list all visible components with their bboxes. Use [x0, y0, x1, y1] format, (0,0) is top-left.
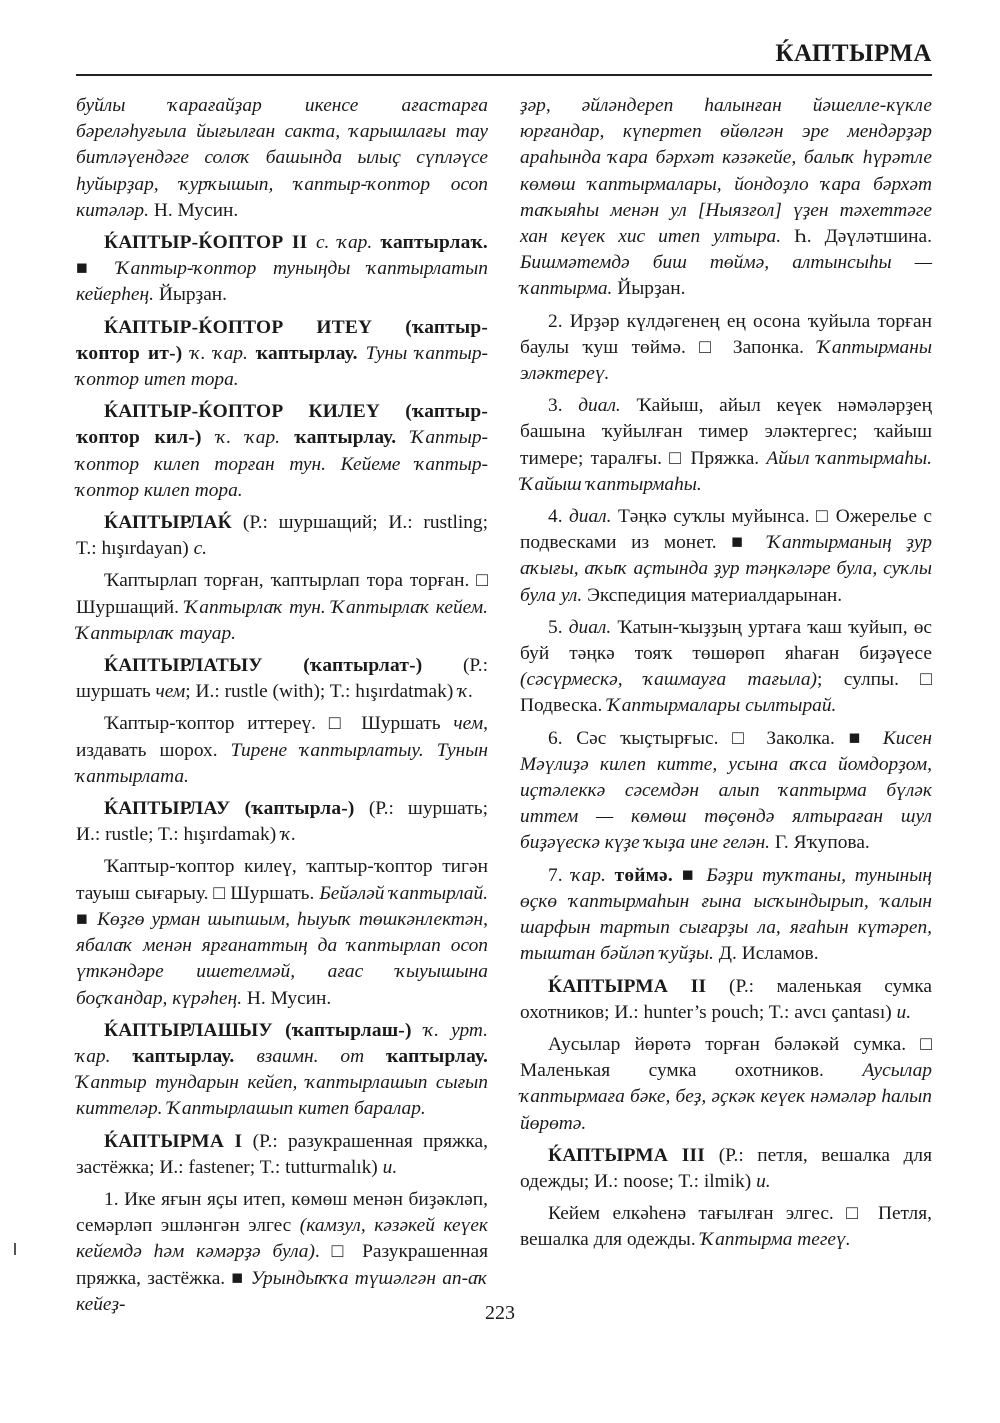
plain-text: Шуршать. [230, 882, 320, 904]
plain-text: Д. Исламов. [718, 943, 819, 965]
headword-text: төймә. [614, 864, 682, 886]
plain-text: Кейем елкәһенә тағылған элгес. □ Петля, вешалка для одежды. [520, 1203, 932, 1251]
entry-paragraph [520, 615, 932, 720]
italic-text: и. [896, 1001, 912, 1023]
plain-text: (Р.: шуршащий; И.: rustling; T.: hışırdayan) [76, 512, 489, 560]
plain-text: Шуршать [361, 713, 454, 735]
headword-text: ҡаптырлау. [386, 1045, 488, 1067]
italic-text: и. [382, 1156, 398, 1178]
italic-text: чем [453, 713, 484, 735]
italic-text: Бәҙри туҡтаны, тунының өҫкө ҡаптырмаһын ғына ысҡындырып, ҡалын шарфын тартып сығарҙы ла, яғаһын күтәреп, тыштан бәйләп ҡуйҙы. [520, 864, 933, 965]
plain-text: ; сулпы. □ Подвеска. [520, 669, 932, 717]
margin-mark [14, 1243, 16, 1255]
dictionary-entry [76, 315, 488, 394]
dictionary-entry [76, 399, 488, 504]
italic-text: Ҡаптырлаҡ тун. Ҡаптырлаҡ кейем. Ҡаптырлаҡ тауар. [76, 596, 488, 644]
plain-text: Ҡаптыр-ҡоптор килеү, ҡаптыр-ҡоптор тигән тауыш сығарыу. [76, 856, 488, 904]
plain-text: Тәңкә суҡлы муйынса. □ Ожерелье с подвесками из монет. ■ [520, 506, 932, 554]
plain-text: Һ. Дәүләтшина. [794, 226, 932, 248]
headword-text: ЌАПТЫРЛАУ (ҡаптырла-) [104, 798, 369, 820]
italic-text: с. ҡар. [315, 232, 381, 254]
italic-text: Бишмәтемдә биш төймә, алтынсыһы — ҡаптырма. [520, 252, 932, 300]
entry-paragraph [76, 1187, 488, 1318]
headword-text: ЌАПТЫРЛАШЫУ (ҡаптырлаш-) [104, 1019, 424, 1041]
italic-text: диал. [568, 506, 618, 528]
plain-text: Ҡатын-ҡыҙҙың уртаға ҡаш ҡуйып, өс буй тәңкә тояҡ төшөрөп яһаған биҙәүесе [520, 616, 933, 665]
italic-text: Ҡаптырманы эләктереү. [520, 336, 932, 385]
entry-paragraph [76, 711, 488, 790]
plain-text: 2. Ирҙәр күлдәгенең ең осона ҡуйыла торған баулы ҡуш төймә. □ Запонка. [520, 310, 932, 358]
headword-text: ҡаптырлау. [255, 342, 366, 364]
entry-paragraph [76, 93, 488, 224]
plain-text: Ҡайыш, айыл кеүек нәмәләрҙең башына ҡуйылған тимер эләктергес; ҡайыш тимере; таралғы. □ Пряжка. [520, 395, 932, 469]
dictionary-entry [76, 1018, 488, 1123]
plain-text: (Р.: разукрашенная пряжка, застёжка; И.: fastener; T.: tutturmalık) [76, 1130, 488, 1178]
right-column [520, 93, 932, 1260]
entry-paragraph [520, 393, 932, 498]
plain-text: . □ Разукрашенная пряжка, застёжка. ■ [76, 1241, 488, 1289]
plain-text: Йырҙан. [158, 284, 228, 306]
italic-text: Кисен Мәүлиҙә килеп китте, усына аҡса йомдорҙом, иҫтәлеккә сәсемдән алып ҡаптырма бүләк иттем — көмөш төҫөндә ялтыраған шул биҙәүескә күҙе ҡыҙа ине гелән. [520, 727, 932, 854]
plain-text: □ [328, 713, 362, 735]
italic-text: ҙәр, әйләндереп һалынған йәшелле-күкле юрғандар, күпертеп өйөлгән эре мендәрҙәр араһында ҡара бәрхәт кәзәкейе, балыҡ һүрәтле көмөш ҡаптырмалары, йондоҙло ҡара бәрхәт таҡыяһы менән ул [Ныязғол] үҙен тәхеттәге хан кеүек хис итеп ултыра. [520, 95, 932, 248]
entry-paragraph [520, 1201, 932, 1253]
plain-text: (Р.: шуршать [76, 655, 488, 703]
italic-text: ҡ. ҡар. [190, 342, 256, 364]
plain-text: □ [213, 882, 231, 904]
headword-text: ЌАПТЫРЛАТЫУ (ҡаптырлат-) [104, 655, 463, 677]
plain-text: 7. [548, 864, 572, 886]
italic-text: ҡ. урт. ҡар. [76, 1019, 488, 1067]
headword-text: ЌАПТЫР-ЌОПТОР КИЛЕҮ (ҡаптыр-ҡоптор кил-) [76, 401, 488, 449]
italic-text: диал. [568, 616, 618, 638]
dictionary-entry [76, 510, 488, 562]
entry-paragraph [76, 854, 488, 1011]
entry-paragraph [520, 504, 932, 609]
italic-text: Ҡаптырмалары сылтырай. [607, 695, 837, 717]
plain-text: Экспедиция материалдарынан. [587, 584, 843, 606]
headword-text: ЌАПТЫР-ЌОПТОР II [104, 232, 316, 254]
headword-text: ЌАПТЫРМА I [104, 1130, 253, 1152]
dictionary-entry [520, 1143, 932, 1195]
plain-text: Аусылар йөрөтә торған бәләкәй сумка. □ Маленькая сумка охотников. [520, 1033, 932, 1082]
italic-text: ҡар. [571, 864, 615, 886]
italic-text: ҡ. [458, 681, 474, 703]
running-head: ЌАПТЫРМА [775, 40, 932, 67]
dictionary-entry [520, 974, 932, 1026]
page-number: 223 [485, 1302, 515, 1324]
italic-text: Урындыҡҡа түшәлгән ап-аҡ кейеҙ- [76, 1267, 488, 1315]
italic-text: Ҡаптырманың ҙур аҡығы, аҡыҡ аҫтында ҙур тәңкәләре була, суҡлы була ул. [520, 532, 932, 606]
italic-text: с. [193, 538, 208, 560]
entry-paragraph [520, 93, 932, 303]
entry-paragraph [520, 309, 932, 388]
italic-text: Көҙгө урман шыпшым, һыуыҡ төшкәнлектән, ябалаҡ менән ярғанаттың да ҡаптырлап осоп үткәндәре ишетелмәй, ағас ҡыуышына боҫҡандар, күрәһең. [76, 908, 488, 1009]
plain-text: Йырҙан. [617, 278, 686, 300]
plain-text: Ике яғын яҫы итеп, көмөш менән биҙәкләп, семәрләп эшләнгән элгес [76, 1188, 488, 1237]
italic-text: (камзул, кәзәкей кеүек кейемдә һәм кәмәрҙә була) [76, 1215, 488, 1263]
entry-paragraph [76, 568, 488, 647]
plain-text: Ҡаптырлап торған, ҡаптырлап тора торған. [104, 570, 477, 592]
plain-text: 3. [548, 395, 579, 417]
italic-text: Аусылар ҡаптырмаға бәке, беҙ, әҫкәк кеүек нәмәләр һалып йөрөтә. [520, 1060, 932, 1134]
headword-text: ҡаптырлау. [294, 427, 411, 449]
plain-text: (Р.: шуршать; И.: rustle; T.: hışırdamak) [76, 798, 488, 846]
plain-text: 5. [548, 616, 569, 638]
plain-text: 1. [104, 1188, 125, 1210]
plain-text: (Р.: петля, вешалка для одежды; И.: noose; T.: ilmik) [520, 1144, 932, 1192]
headword-text: ЌАПТЫРМА III [548, 1144, 719, 1166]
headword-text: ЌАПТЫРМА II [548, 975, 729, 997]
plain-text: 4. [548, 506, 569, 528]
italic-text: Ҡаптыр-ҡоптор туныңды ҡаптырлатып кейерһең. [76, 258, 488, 306]
plain-text: Н. Мусин. [246, 987, 332, 1009]
plain-text: Шуршащий. [76, 596, 185, 618]
plain-text: ■ [76, 258, 117, 280]
plain-text: ■ [76, 908, 98, 930]
page-header [76, 40, 932, 76]
italic-text: Айыл ҡаптырмаһы. Ҡайыш ҡаптырмаһы. [520, 447, 932, 495]
dictionary-entry [76, 653, 488, 705]
italic-text: ҡ. ҡар. [216, 427, 295, 449]
italic-text: Ҡаптыр-ҡоптор килеп торған тун. Кейеме ҡаптыр-ҡоптор килеп тора. [76, 427, 488, 501]
italic-text: (сәсүрмескә, ҡашмауға тағыла) [520, 669, 818, 691]
italic-text: буйлы ҡарағайҙар икенсе ағастарға бәреләһуғыла йығылған сакта, ҡарышлағы тау битләүендәге солоҡ башында ылыҫ сүпләүсе һуйырҙар, ҡурҡышып, ҡаптыр-ҡоптор осоп китәләр. [76, 95, 488, 221]
italic-text: Тирене ҡаптырлатыу. Тунын ҡаптырлата. [76, 739, 488, 787]
left-column [76, 93, 488, 1324]
italic-text: чем [155, 681, 186, 703]
italic-text: и. [756, 1170, 771, 1192]
plain-text: Г. Яҡупова. [774, 832, 870, 854]
entry-paragraph [520, 726, 932, 857]
italic-text: взаимн. от [256, 1045, 386, 1067]
plain-text: ■ [681, 864, 707, 886]
italic-text: Туны ҡаптыр-ҡоптор итеп тора. [76, 342, 489, 391]
dictionary-entry [76, 796, 488, 848]
plain-text: (Р.: маленькая сумка охотников; И.: hunter’s pouch; T.: avcı çantası) [520, 975, 932, 1023]
headword-text: ҡаптырлау. [132, 1045, 257, 1067]
plain-text: 6. Сәс ҡыҫтырғыс. □ Заколка. ■ [548, 727, 883, 749]
plain-text: ; И.: rustle (with); T.: hışırdatmak) [185, 681, 459, 703]
dictionary-entry [76, 230, 488, 309]
dictionary-entry [76, 1129, 488, 1181]
plain-text: Ҡаптыр-ҡоптор иттереү. [104, 713, 329, 735]
entry-paragraph [520, 863, 932, 968]
italic-text: диал. [578, 395, 637, 417]
headword-text: ЌАПТЫРЛАЌ [104, 512, 243, 534]
plain-text: , издавать шорох. [76, 713, 489, 761]
italic-text: Бейәләй ҡаптырлай. [319, 882, 489, 904]
headword-text: ЌАПТЫР-ЌОПТОР ИТЕҮ (ҡаптыр-ҡоптор ит-) [76, 316, 488, 364]
entry-paragraph [520, 1032, 932, 1137]
italic-text: ҡ. [281, 824, 297, 846]
plain-text: □ [476, 570, 488, 592]
plain-text: Н. Мусин. [153, 199, 239, 221]
italic-text: Ҡаптыр тундарын кейеп, ҡаптырлашып сығып киттеләр. Ҡаптырлашып китеп баралар. [76, 1072, 488, 1120]
italic-text: Ҡаптырма тегеү. [700, 1229, 851, 1251]
headword-text: ҡаптырлаҡ. [380, 232, 488, 254]
